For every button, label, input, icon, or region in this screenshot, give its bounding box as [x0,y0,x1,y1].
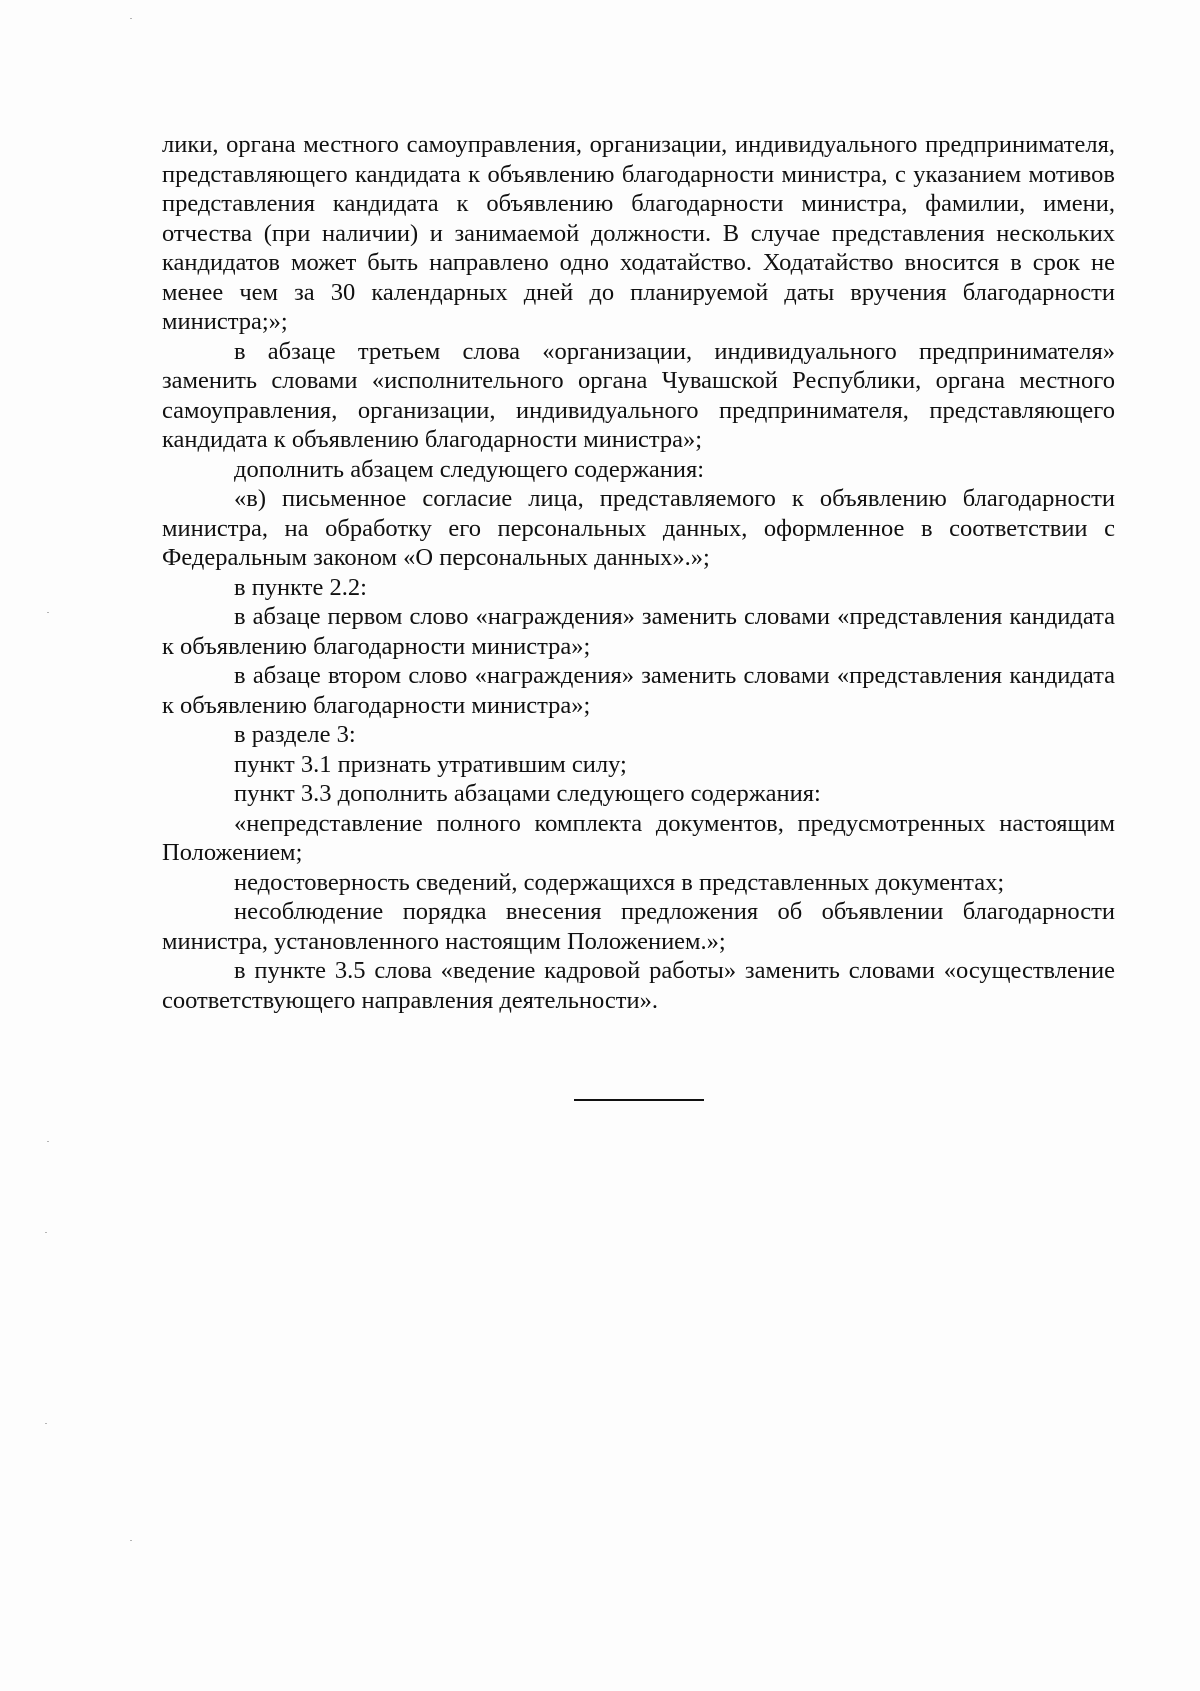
paragraph: в пункте 3.5 слова «ведение кадровой работы» заменить словами «осуществление соответствующего направления деятельности». [162,957,1115,1014]
paragraph: в абзаце первом слово «награждения» заменить словами «представления кандидата к объявлению благодарности министра»; [162,603,1115,660]
paragraph: лики, органа местного самоуправления, организации, индивидуального предпринимателя, представляющего кандидата к объявлению благодарности министра, с указанием мотивов представления кандидата к объявлению благодарности министра, фамилии, имени, отчества (при наличии) и занимаемой должности. В случае представления нескольких кандидатов может быть направлено одно ходатайство. Ходатайство вносится в срок не менее чем за 30 календарных дней до планируемой даты вручения благодарности министра;»; [162,131,1115,335]
scan-speck [45,1423,47,1424]
scan-speck [130,18,132,19]
paragraph: несоблюдение порядка внесения предложения об объявлении благодарности министра, установленного настоящим Положением.»; [162,898,1115,955]
paragraph: в абзаце втором слово «награждения» заменить словами «представления кандидата к объявлению благодарности министра»; [162,662,1115,719]
paragraph: в абзаце третьем слова «организации, индивидуального предпринимателя» заменить словами «исполнительного органа Чувашской Республики, органа местного самоуправления, организации, индивидуального предпринимателя, представляющего кандидата к объявлению благодарности министра»; [162,337,1115,453]
end-of-text-rule [574,1099,704,1101]
document-body [162,130,1115,1015]
paragraph: недостоверность сведений, содержащихся в представленных документах; [234,868,1005,896]
paragraph: пункт 3.1 признать утратившим силу; [234,750,627,778]
paragraph: дополнить абзацем следующего содержания: [234,455,705,483]
paragraph: в разделе 3: [234,721,356,748]
paragraph: пункт 3.3 дополнить абзацами следующего содержания: [234,780,821,807]
scan-speck [47,612,49,613]
scan-speck [47,1141,49,1142]
scan-speck [130,1540,132,1541]
scan-speck [45,1232,47,1233]
paragraph: «непредставление полного комплекта документов, предусмотренных настоящим Положением; [162,809,1115,866]
paragraph: «в) письменное согласие лица, представляемого к объявлению благодарности министра, на обработку его персональных данных, оформленное в соответствии с Федеральным законом «О персональных данных».»; [162,485,1115,571]
paragraph: в пункте 2.2: [234,573,367,601]
